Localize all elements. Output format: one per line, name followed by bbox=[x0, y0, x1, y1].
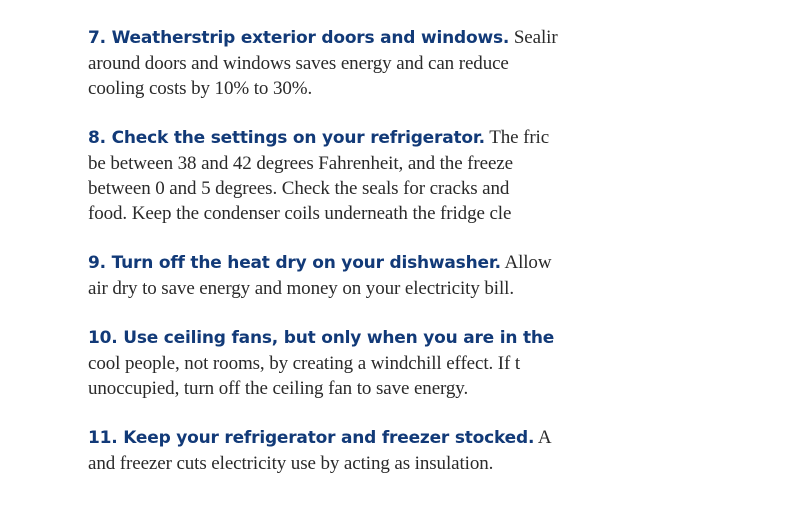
tip-8-line-2: be between 38 and 42 degrees Fahrenheit, and the freeze bbox=[88, 153, 513, 174]
tip-9-heading: 9. Turn off the heat dry on your dishwasher. bbox=[88, 253, 501, 273]
tip-8-line-4: food. Keep the condenser coils underneath the fridge cle bbox=[88, 203, 512, 224]
tip-8 bbox=[88, 125, 788, 226]
tip-8-heading: 8. Check the settings on your refrigerator. bbox=[88, 128, 485, 148]
tip-7-line-2: around doors and windows saves energy and can reduce bbox=[88, 53, 509, 74]
tip-8-line-3: between 0 and 5 degrees. Check the seals for cracks and bbox=[88, 178, 510, 199]
tip-9-line-2: air dry to save energy and money on your electricity bill. bbox=[88, 278, 514, 299]
tip-10-heading: 10. Use ceiling fans, but only when you are in the bbox=[88, 328, 555, 348]
tip-11-line-2: and freezer cuts electricity use by acting as insulation. bbox=[88, 453, 494, 474]
tip-9-text-start: Allow bbox=[500, 252, 552, 273]
tip-7 bbox=[88, 25, 788, 101]
tip-7-first-line bbox=[88, 25, 788, 51]
tip-9 bbox=[88, 250, 788, 301]
tip-10-first-line bbox=[88, 325, 788, 351]
tip-9-first-line bbox=[88, 250, 788, 276]
tip-7-text-start: Sealir bbox=[509, 27, 558, 48]
tip-10-line-3: unoccupied, turn off the ceiling fan to save energy. bbox=[88, 378, 469, 399]
tip-11 bbox=[88, 425, 788, 476]
tip-10-line-2: cool people, not rooms, by creating a windchill effect. If t bbox=[88, 353, 521, 374]
tip-7-line-3: cooling costs by 10% to 30%. bbox=[88, 78, 313, 99]
tip-11-heading: 11. Keep your refrigerator and freezer stocked. bbox=[88, 428, 535, 448]
tip-10 bbox=[88, 325, 788, 401]
tip-8-first-line bbox=[88, 125, 788, 151]
tip-11-text-start: A bbox=[534, 427, 552, 448]
tip-8-text-start: The fric bbox=[484, 127, 550, 148]
tip-7-heading: 7. Weatherstrip exterior doors and windows. bbox=[88, 28, 510, 48]
tip-11-first-line bbox=[88, 425, 788, 451]
